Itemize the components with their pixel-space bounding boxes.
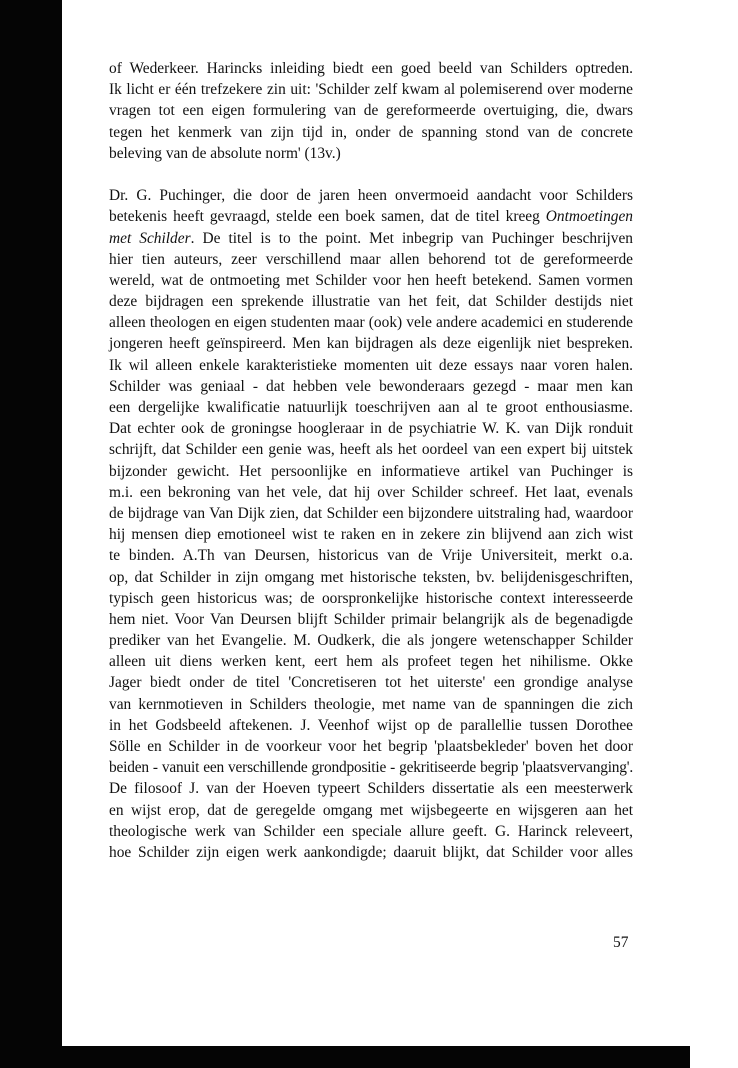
text-line: een dergelijke kwalificatie natuurlijk toeschrijven aan al te groot enthousiasme.	[109, 399, 633, 416]
text-line: Ik licht er één trefzekere zin uit: 'Schilder zelf kwam al polemiserend over moderne	[109, 81, 633, 99]
text-line: m.i. een bekroning van het vele, dat hij over Schilder schreef. Het laat, evenals	[109, 483, 633, 501]
text-line: deze bijdragen een sprekende illustratie van het feit, dat Schilder destijds niet	[109, 293, 633, 311]
text-line: in het Godsbeeld aftekenen. J. Veenhof wijst op de parallellie tussen Dorothee	[109, 716, 633, 734]
text-line: hier tien auteurs, zeer verschillend maar allen behorend tot de gereformeerde	[109, 250, 633, 268]
text-line: alleen uit diens werken kent, eert hem als profeet tegen het nihilisme. Okke	[109, 653, 633, 671]
text-line: De filosoof J. van der Hoeven typeert Schilders dissertatie als een meesterwerk	[109, 780, 633, 798]
text-line: schrijft, dat Schilder een genie was, heeft als het oordeel van een expert bij uitstek	[109, 441, 633, 459]
text-line: vragen tot een eigen formulering van de gereformeerde overtuiging, die, dwars	[109, 102, 633, 120]
text-line: jongeren heeft geïnspireerd. Men kan bijdragen als deze eigenlijk niet bespreken.	[109, 335, 633, 353]
scan-border-bottom	[0, 1046, 690, 1068]
text-line: beiden - vanuit een verschillende grondpositie - gekritiseerde begrip 'plaatsvervanging'.	[109, 759, 633, 777]
page-number: 57	[613, 934, 629, 951]
text-line: theologische werk van Schilder een speciale allure geeft. G. Harinck releveert,	[109, 822, 633, 840]
text-line: tegen het kenmerk van zijn tijd in, onder de spanning stond van de concrete	[109, 123, 633, 141]
text-line: en wijst erop, dat de geregelde omgang met wijsbegeerte en wijsgeren aan het	[109, 801, 633, 819]
text-line: typisch geen historicus was; de oorspronkelijke historische context interesseerde	[109, 589, 633, 607]
text-line	[109, 228, 633, 249]
text-line: Dat echter ook de groningse hoogleraar in de psychiatrie W. K. van Dijk ronduit	[109, 420, 633, 438]
text-line: Sölle en Schilder in de voorkeur voor het begrip 'plaatsbekleder' boven het door	[109, 738, 633, 755]
text-line: Schilder was geniaal - dat hebben vele bewonderaars gezegd - maar men kan	[109, 377, 633, 395]
text-run: . De titel is to the point. Met inbegrip van Puchinger beschrijven	[190, 229, 633, 247]
paragraph-2	[109, 185, 633, 863]
text-run: betekenis heeft gevraagd, stelde een boek samen, dat de titel kreeg	[109, 208, 546, 226]
page-body-text	[109, 58, 633, 863]
text-line: de bijdrage van Van Dijk zien, dat Schilder een bijzondere uitstraling had, waardoor	[109, 504, 633, 522]
paragraph-gap	[109, 164, 633, 185]
text-line: bijzonder gewicht. Het persoonlijke en informatieve artikel van Puchinger is	[109, 462, 633, 480]
paragraph-1	[109, 58, 633, 164]
book-title-italic: Ontmoetingen	[545, 208, 633, 226]
text-line: Dr. G. Puchinger, die door de jaren heen onvermoeid aandacht voor Schilders	[109, 187, 633, 205]
text-line: Ik wil alleen enkele karakteristieke momenten uit deze essays naar voren halen.	[109, 356, 633, 374]
text-line: op, dat Schilder in zijn omgang met historische teksten, bv. belijdenisgeschriften,	[109, 568, 633, 586]
book-title-italic: met Schilder	[109, 229, 191, 247]
text-line: Jager biedt onder de titel 'Concretiseren tot het uiterste' een grondige analyse	[109, 674, 633, 692]
text-line: te binden. A.Th van Deursen, historicus van de Vrije Universiteit, merkt o.a.	[109, 547, 633, 565]
text-line	[109, 206, 633, 227]
text-line: hij mensen diep emotioneel wist te raken en in zekere zin blijvend aan zich wist	[109, 526, 633, 544]
text-line: hoe Schilder zijn eigen werk aankondigde; daaruit blijkt, dat Schilder voor alles	[109, 843, 633, 861]
text-line: alleen theologen en eigen studenten maar (ook) vele andere academici en studerende	[109, 314, 633, 332]
scan-border-left	[0, 0, 62, 1068]
text-line: wereld, wat de ontmoeting met Schilder voor hen heeft betekend. Samen vormen	[109, 271, 633, 289]
text-line: beleving van de absolute norm' (13v.)	[109, 144, 341, 162]
text-line: hem niet. Voor Van Deursen blijft Schilder primair belangrijk als de begenadigde	[109, 610, 633, 628]
text-line: prediker van het Evangelie. M. Oudkerk, die als jongere wetenschapper Schilder	[109, 632, 633, 650]
text-line: of Wederkeer. Harincks inleiding biedt een goed beeld van Schilders optreden.	[109, 60, 633, 77]
text-line: van kernmotieven in Schilders theologie, met name van de spanningen die zich	[109, 695, 633, 713]
